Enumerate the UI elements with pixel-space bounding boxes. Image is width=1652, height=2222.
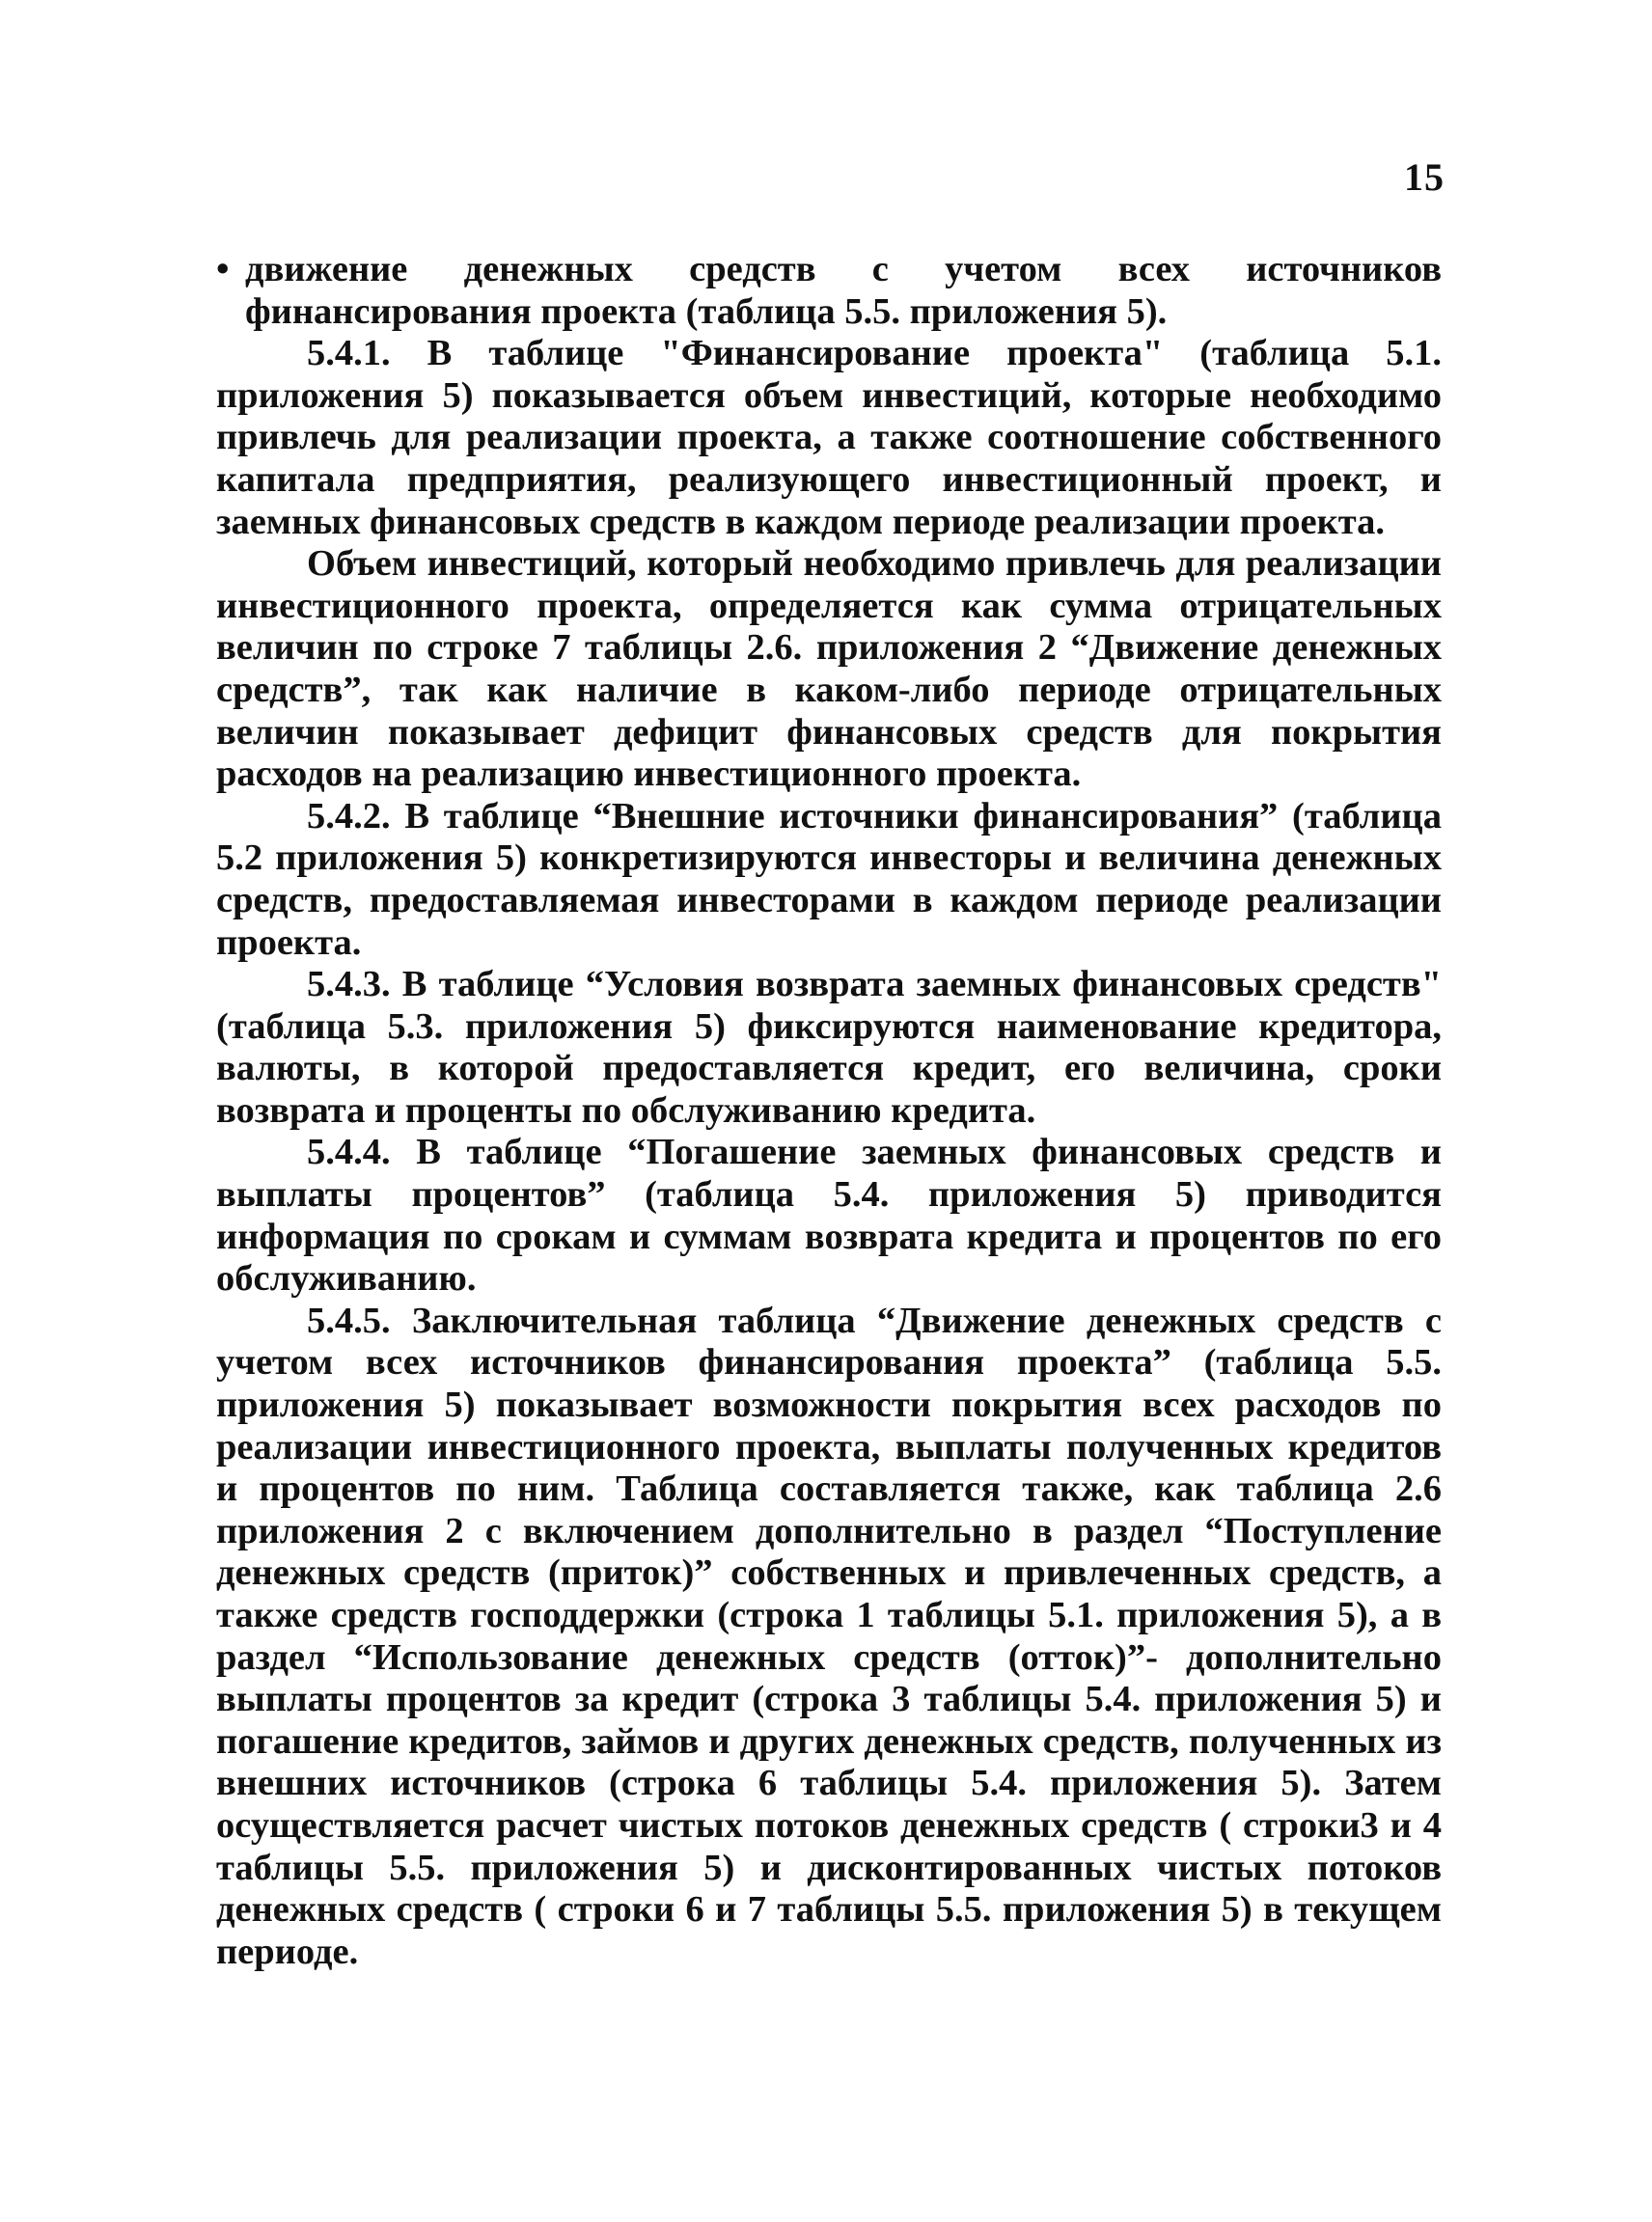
paragraph-5-4-1: 5.4.1. В таблице "Финансирование проекта" (таблица 5.1. приложения 5) показывается объем инвестиций, которые необходимо привлечь для реализации проекта, а также соотношение собственного капитала предприятия, реализующего инвестиционный проект, и заемных финансовых средств в каждом периоде реализации проекта. xyxy=(216,333,1442,542)
bullet-text: движение денежных средств с учетом всех источников финансирования проекта (таблица 5.5. приложения 5). xyxy=(245,249,1442,332)
bullet-dot-icon: • xyxy=(216,249,230,289)
bullet-item xyxy=(216,249,1442,333)
document-body xyxy=(216,249,1442,1973)
paragraph-5-4-3: 5.4.3. В таблице “Условия возврата заемных финансовых средств" (таблица 5.3. приложения 5) фиксируются наименование кредитора, валюты, в которой предоставляется кредит, его величина, сроки возврата и проценты по обслуживанию кредита. xyxy=(216,964,1442,1131)
page-number: 15 xyxy=(1404,155,1445,199)
paragraph-5-4-2: 5.4.2. В таблице “Внешние источники финансирования” (таблица 5.2 приложения 5) конкретизируются инвесторы и величина денежных средств, предоставляемая инвесторами в каждом периоде реализации проекта. xyxy=(216,795,1442,963)
paragraph-5-4-4: 5.4.4. В таблице “Погашение заемных финансовых средств и выплаты процентов” (таблица 5.4. приложения 5) приводится информация по срокам и суммам возврата кредита и процентов по его обслуживанию. xyxy=(216,1132,1442,1300)
paragraph-5-4-5: 5.4.5. Заключительная таблица “Движение денежных средств с учетом всех источников финансирования проекта” (таблица 5.5. приложения 5) показывает возможности покрытия всех расходов по реализации инвестиционного проекта, выплаты полученных кредитов и процентов по ним. Таблица составляется также, как таблица 2.6 приложения 2 с включением дополнительно в раздел “Поступление денежных средств (приток)” собственных и привлеченных средств, а также средств господдержки (строка 1 таблицы 5.1. приложения 5), а в раздел “Использование денежных средств (отток)”- дополнительно выплаты процентов за кредит (строка 3 таблицы 5.4. приложения 5) и погашение кредитов, займов и других денежных средств, полученных из внешних источников (строка 6 таблицы 5.4. приложения 5). Затем осуществляется расчет чистых потоков денежных средств ( строки3 и 4 таблицы 5.5. приложения 5) и дисконтированных чистых потоков денежных средств ( строки 6 и 7 таблицы 5.5. приложения 5) в текущем периоде. xyxy=(216,1300,1442,1972)
paragraph-investment-volume: Объем инвестиций, который необходимо привлечь для реализации инвестиционного проекта, определяется как сумма отрицательных величин по строке 7 таблицы 2.6. приложения 2 “Движение денежных средств”, так как наличие в каком-либо периоде отрицательных величин показывает дефицит финансовых средств для покрытия расходов на реализацию инвестиционного проекта. xyxy=(216,543,1442,795)
